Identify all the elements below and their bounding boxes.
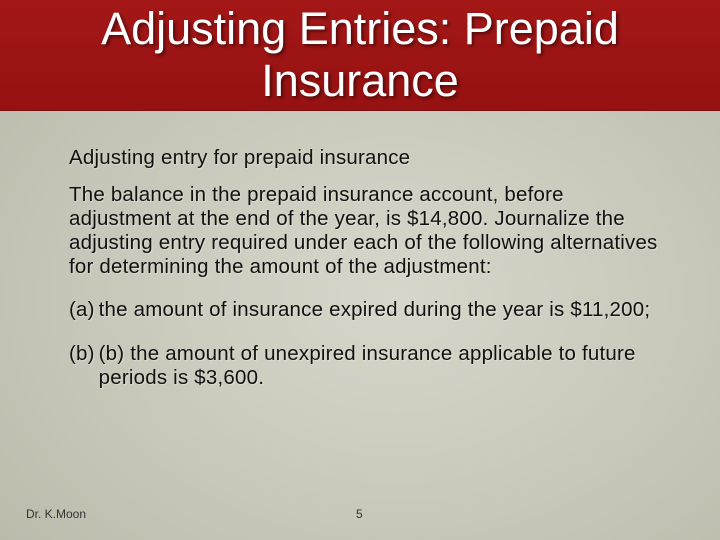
list-item xyxy=(69,298,669,322)
subheading: Adjusting entry for prepaid insurance xyxy=(69,146,411,169)
slide-title xyxy=(0,3,720,107)
list-item-text: (b) the amount of unexpired insurance applicable to future periods is $3,600. xyxy=(98,342,636,389)
list-item-label: (b) xyxy=(69,342,95,365)
list-item-text: the amount of insurance expired during the year is $11,200; xyxy=(98,298,651,321)
list-item-label: (a) xyxy=(69,298,95,321)
slide-title-line-2: Insurance xyxy=(261,55,459,106)
slide-title-line-1: Adjusting Entries: Prepaid xyxy=(101,3,619,54)
footer-author: Dr. K.Moon xyxy=(26,507,87,521)
page-number: 5 xyxy=(356,507,363,521)
slide-body xyxy=(69,146,669,410)
list-item xyxy=(69,342,669,390)
problem-paragraph: The balance in the prepaid insurance account, before adjustment at the end of the year, is $14,800. Journalize the adjusting entry required under each of the following alternatives for determining the amount of the adjustment: xyxy=(69,183,658,278)
